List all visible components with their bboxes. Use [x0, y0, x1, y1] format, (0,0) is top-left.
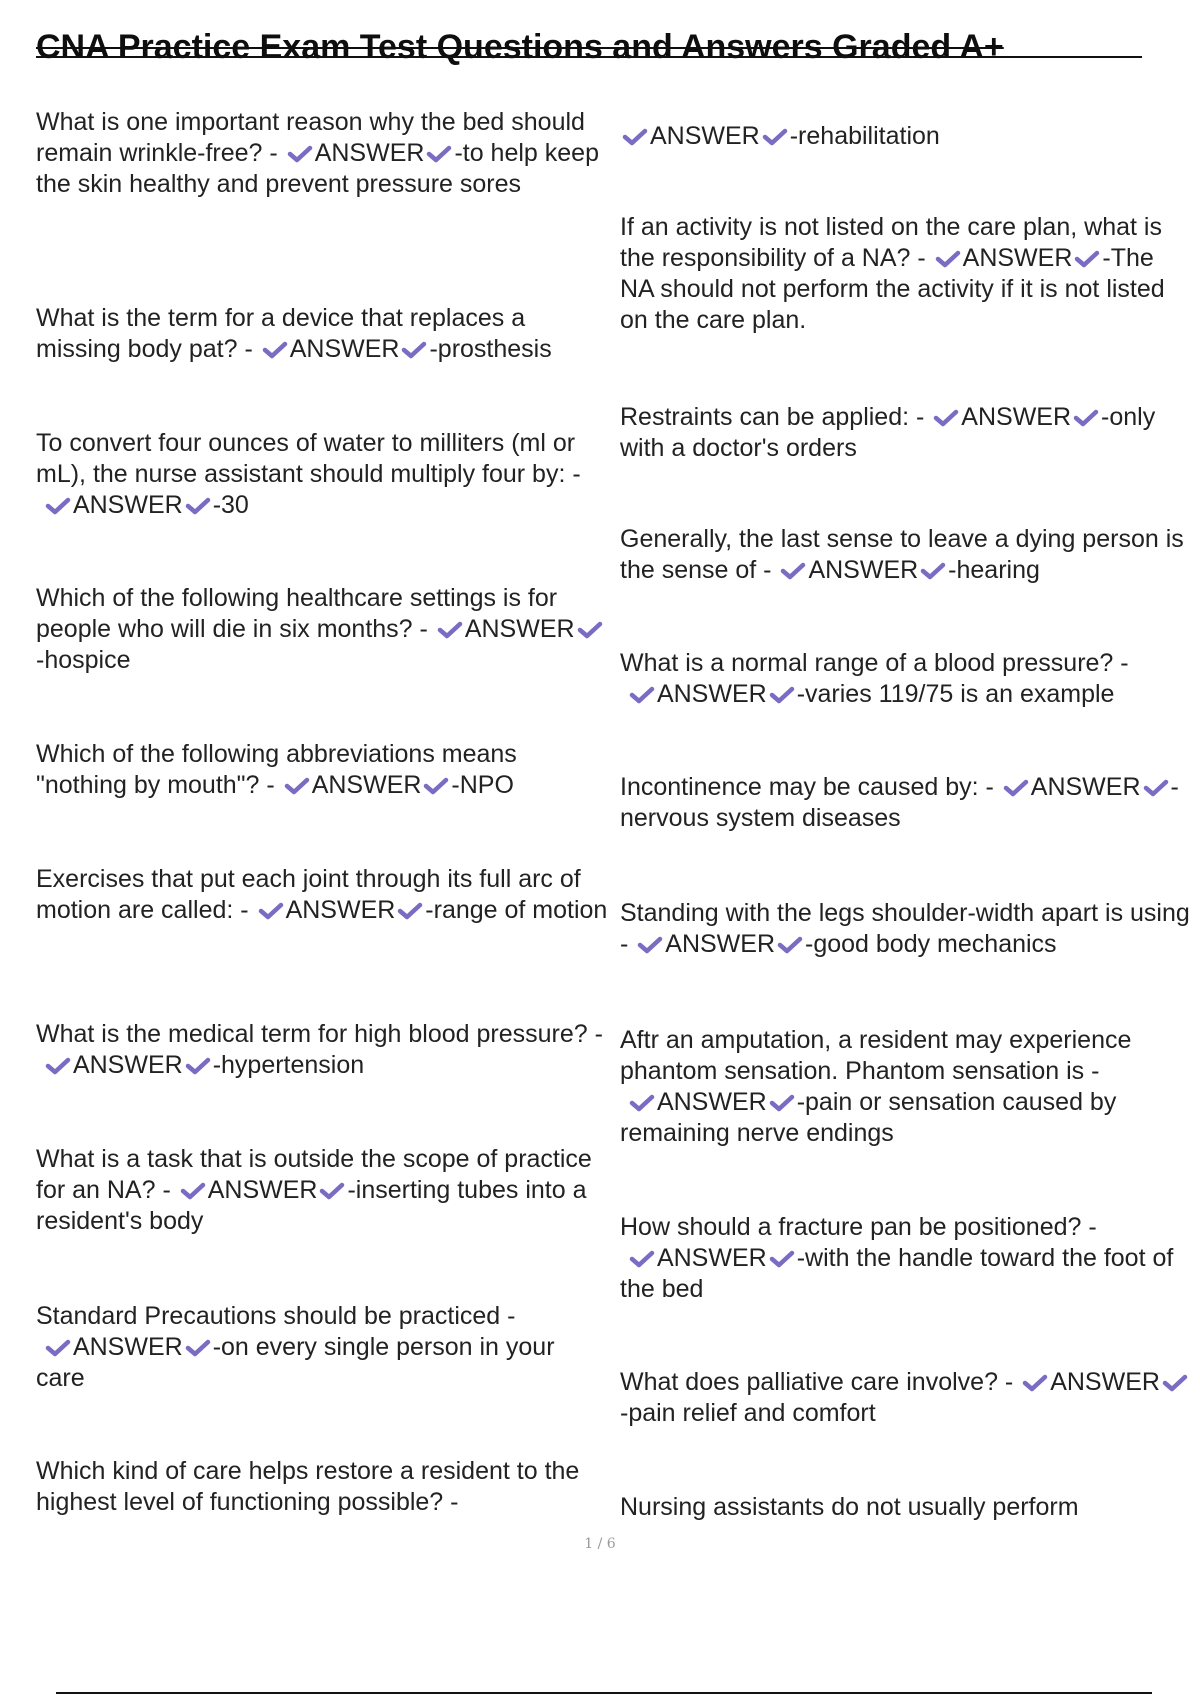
qa-item-left-8	[36, 1144, 608, 1237]
qa-item-left-7	[36, 1019, 608, 1081]
check-icon	[45, 497, 71, 515]
answer-text: -varies 119/75 is an example	[796, 680, 1115, 708]
answer-text: -rehabilitation	[789, 122, 940, 150]
answer-text: -pain relief and comfort	[620, 1399, 876, 1427]
check-icon	[933, 409, 959, 427]
answer-text: -to help keep the skin healthy and prevent pressure sores	[36, 139, 599, 198]
check-icon	[185, 497, 211, 515]
answer-text: -range of motion	[425, 896, 608, 924]
qa-item-right-7	[620, 898, 1192, 960]
check-icon	[1073, 409, 1099, 427]
answer-label: ANSWER	[1050, 1368, 1160, 1396]
question-text: Incontinence may be caused by: -	[620, 773, 994, 801]
answer-text: -30	[212, 491, 249, 519]
qa-item-left-5	[36, 739, 608, 801]
question-text: What is the term for a device that replaces a missing body pat? -	[36, 304, 526, 363]
check-icon	[629, 686, 655, 704]
check-icon	[397, 902, 423, 920]
check-icon	[284, 777, 310, 795]
answer-text: -hearing	[948, 556, 1040, 584]
answer-label: ANSWER	[656, 1088, 767, 1116]
check-icon	[629, 1094, 655, 1112]
page-title: CNA Practice Exam Test Questions and Answers Graded A+	[36, 28, 1004, 66]
question-text: What is a normal range of a blood pressure? -	[620, 649, 1129, 677]
question-text: Nursing assistants do not usually perform	[620, 1493, 1079, 1521]
answer-text: -inserting tubes into a resident's body	[36, 1176, 587, 1235]
qa-item-left-1	[36, 107, 608, 200]
answer-text: -hypertension	[212, 1051, 365, 1079]
check-icon	[423, 777, 449, 795]
answer-label: ANSWER	[961, 403, 1072, 431]
qa-item-right-4	[620, 524, 1192, 586]
answer-text: -good body mechanics	[805, 930, 1057, 958]
question-text: Restraints can be applied: -	[620, 403, 925, 431]
question-text: Exercises that put each joint through its full arc of motion are called: -	[36, 865, 581, 924]
question-text: Aftr an amputation, a resident may experience phantom sensation. Phantom sensation is -	[620, 1026, 1132, 1085]
check-icon	[180, 1182, 206, 1200]
answer-label: ANSWER	[650, 122, 760, 150]
check-icon	[920, 562, 946, 580]
check-icon	[287, 145, 313, 163]
answer-text: -hospice	[36, 646, 131, 674]
question-text: Standard Precautions should be practiced -	[36, 1302, 516, 1330]
answer-label: ANSWER	[962, 244, 1073, 272]
title-rule	[36, 56, 1142, 58]
question-text: What is a task that is outside the scope of practice for an NA? -	[36, 1145, 592, 1204]
check-icon	[1162, 1374, 1188, 1392]
check-icon	[769, 1094, 795, 1112]
check-icon	[185, 1057, 211, 1075]
check-icon	[45, 1339, 71, 1357]
answer-label: ANSWER	[464, 615, 575, 643]
check-icon	[1022, 1374, 1048, 1392]
answer-label: ANSWER	[1030, 773, 1141, 801]
answer-label: ANSWER	[656, 1244, 767, 1272]
answer-label: ANSWER	[314, 139, 425, 167]
qa-item-left-6	[36, 864, 608, 926]
check-icon	[769, 1250, 795, 1268]
qa-item-left-4	[36, 583, 608, 676]
check-icon	[262, 341, 288, 359]
answer-text: -with the handle toward the foot of the bed	[620, 1244, 1174, 1303]
qa-item-left-3	[36, 428, 608, 521]
check-icon	[637, 936, 663, 954]
answer-text: -nervous system diseases	[620, 773, 1179, 832]
qa-item-right-3	[620, 402, 1192, 464]
answer-label: ANSWER	[285, 896, 396, 924]
answer-label: ANSWER	[311, 771, 422, 799]
check-icon	[185, 1339, 211, 1357]
check-icon	[577, 621, 603, 639]
answer-text: -prosthesis	[429, 335, 552, 363]
qa-item-left-10	[36, 1456, 608, 1518]
answer-text: -pain or sensation caused by remaining nerve endings	[620, 1088, 1117, 1147]
question-text: What is one important reason why the bed should remain wrinkle-free? -	[36, 108, 585, 167]
question-text: How should a fracture pan be positioned? -	[620, 1213, 1097, 1241]
qa-item-right-11	[620, 1492, 1192, 1523]
qa-item-left-2	[36, 303, 608, 365]
answer-label: ANSWER	[72, 491, 183, 519]
check-icon	[401, 341, 427, 359]
bottom-rule	[56, 1692, 1152, 1694]
qa-item-right-10	[620, 1367, 1192, 1429]
check-icon	[780, 562, 806, 580]
check-icon	[629, 1250, 655, 1268]
answer-text: -NPO	[451, 771, 514, 799]
answer-label: ANSWER	[72, 1333, 183, 1361]
answer-label: ANSWER	[665, 930, 776, 958]
check-icon	[426, 145, 452, 163]
check-icon	[319, 1182, 345, 1200]
qa-item-right-2	[620, 212, 1192, 336]
question-text: Generally, the last sense to leave a dying person is the sense of -	[620, 525, 1184, 584]
check-icon	[1143, 779, 1169, 797]
qa-item-right-6	[620, 772, 1192, 834]
qa-item-right-9	[620, 1212, 1192, 1305]
question-text: Standing with the legs shoulder-width apart is using -	[620, 899, 1190, 958]
qa-item-right-8	[620, 1025, 1192, 1149]
qa-item-right-5	[620, 648, 1192, 710]
check-icon	[622, 128, 648, 146]
answer-text: -on every single person in your care	[36, 1333, 555, 1392]
page-number: 1 / 6	[584, 1536, 616, 1552]
check-icon	[762, 128, 788, 146]
check-icon	[769, 686, 795, 704]
question-text: What is the medical term for high blood pressure? -	[36, 1020, 603, 1048]
question-text: If an activity is not listed on the care plan, what is the responsibility of a NA? -	[620, 213, 1162, 272]
question-text: What does palliative care involve? -	[620, 1368, 1014, 1396]
answer-label: ANSWER	[72, 1051, 183, 1079]
question-text: Which of the following abbreviations means "nothing by mouth"? -	[36, 740, 517, 799]
check-icon	[935, 250, 961, 268]
check-icon	[258, 902, 284, 920]
answer-label: ANSWER	[656, 680, 767, 708]
qa-item-right-1	[620, 121, 1192, 152]
check-icon	[45, 1057, 71, 1075]
qa-item-left-9	[36, 1301, 608, 1394]
question-text: To convert four ounces of water to milliters (ml or mL), the nurse assistant should multiply four by: -	[36, 429, 581, 488]
question-text: Which kind of care helps restore a resident to the highest level of functioning possible? -	[36, 1457, 580, 1516]
answer-label: ANSWER	[289, 335, 400, 363]
question-text: Which of the following healthcare settings is for people who will die in six months? -	[36, 584, 558, 643]
answer-label: ANSWER	[808, 556, 919, 584]
check-icon	[1003, 779, 1029, 797]
answer-text: -only with a doctor's orders	[620, 403, 1156, 462]
answer-text: -The NA should not perform the activity if it is not listed on the care plan.	[620, 244, 1165, 334]
check-icon	[777, 936, 803, 954]
check-icon	[437, 621, 463, 639]
check-icon	[1074, 250, 1100, 268]
answer-label: ANSWER	[207, 1176, 318, 1204]
